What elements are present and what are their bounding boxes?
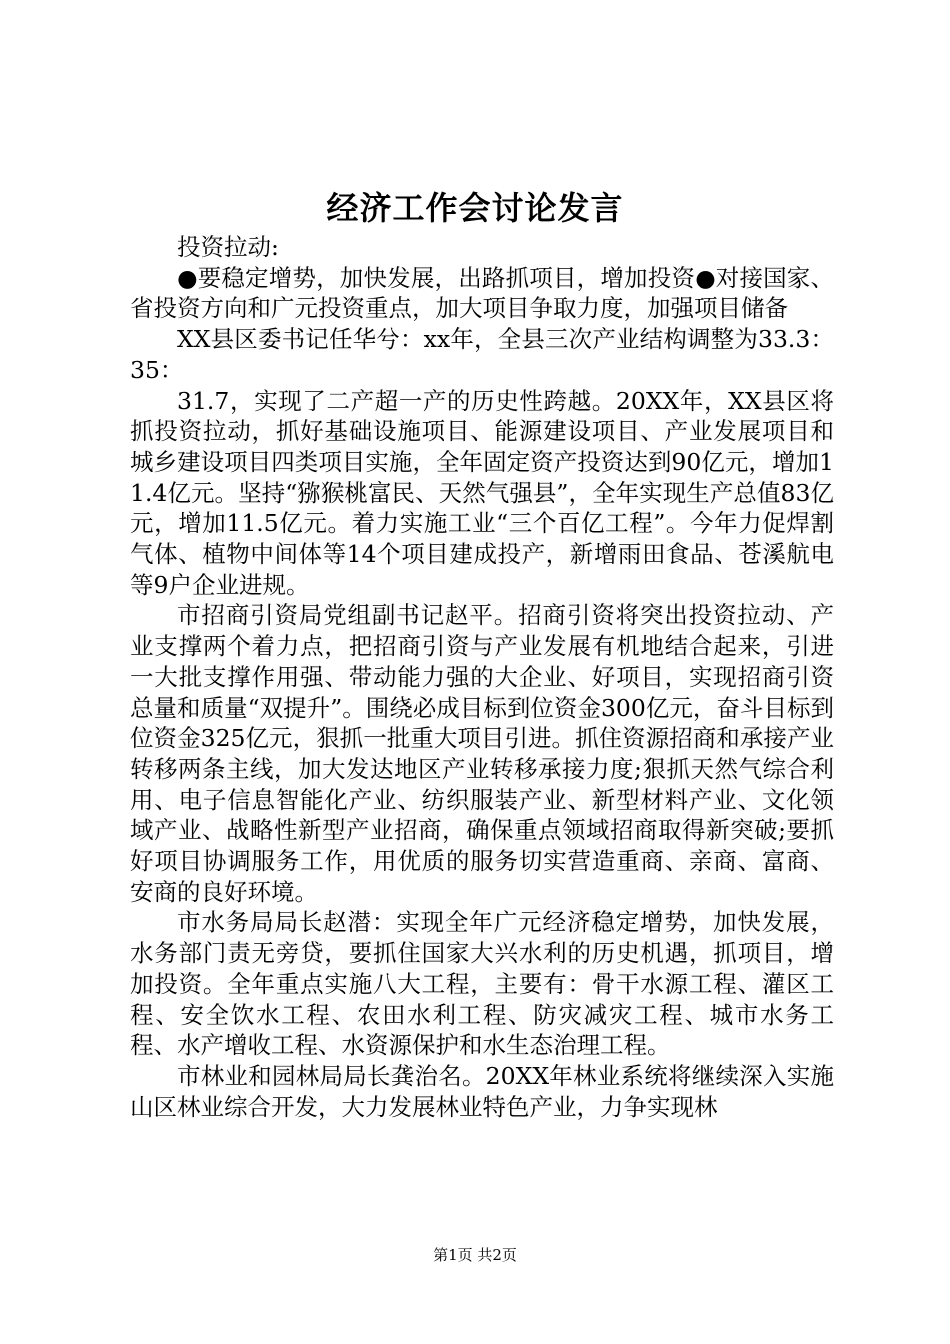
paragraph: ●要稳定增势，加快发展，出路抓项目，增加投资●对接国家、省投资方向和广元投资重点，加大项目争取力度，加强项目储备 [130, 263, 834, 323]
document-title: 经济工作会讨论发言 [326, 189, 624, 227]
page-footer: 第1页 共2页 [433, 1246, 517, 1264]
paragraph: 市水务局局长赵潜：实现全年广元经济稳定增势，加快发展，水务部门责无旁贷，要抓住国家大兴水利的历史机遇，抓项目，增加投资。全年重点实施八大工程，主要有：骨干水源工程、灌区工程、安全饮水工程、农田水利工程、防灾减灾工程、城市水务工程、水产增收工程、水资源保护和水生态治理工程。 [130, 908, 834, 1060]
paragraph: 市招商引资局党组副书记赵平。招商引资将突出投资拉动、产业支撑两个着力点，把招商引资与产业发展有机地结合起来，引进一大批支撑作用强、带动能力强的大企业、好项目，实现招商引资总量和质量“双提升”。围绕必成目标到位资金300亿元，奋斗目标到位资金325亿元，狠抓一批重大项目引进。抓住资源招商和承接产业转移两条主线，加大发达地区产业转移承接力度;狠抓天然气综合利用、电子信息智能化产业、纺织服装产业、新型材料产业、文化领域产业、战略性新型产业招商，确保重点领域招商取得新突破;要抓好项目协调服务工作，用优质的服务切实营造重商、亲商、富商、安商的良好环境。 [130, 601, 834, 906]
paragraph: 投资拉动: [177, 233, 279, 261]
paragraph: XX县区委书记任华兮：xx年，全县三次产业结构调整为33.3：35： [130, 325, 834, 384]
paragraph: 市林业和园林局局长龚治名。20XX年林业系统将继续深入实施山区林业综合开发，大力发展林业特色产业，力争实现林 [130, 1061, 834, 1121]
document-body [130, 232, 834, 1122]
paragraph: 31.7，实现了二产超一产的历史性跨越。20XX年，XX县区将抓投资拉动，抓好基础设施项目、能源建设项目、产业发展项目和城乡建设项目四类项目实施，全年固定资产投资达到90亿元，增加11.4亿元。坚持“猕猴桃富民、天然气强县”，全年实现生产总值83亿元，增加11.5亿元。着力实施工业“三个百亿工程”。今年力促焊割气体、植物中间体等14个项目建成投产，新增雨田食品、苍溪航电等9户企业进规。 [130, 386, 834, 599]
